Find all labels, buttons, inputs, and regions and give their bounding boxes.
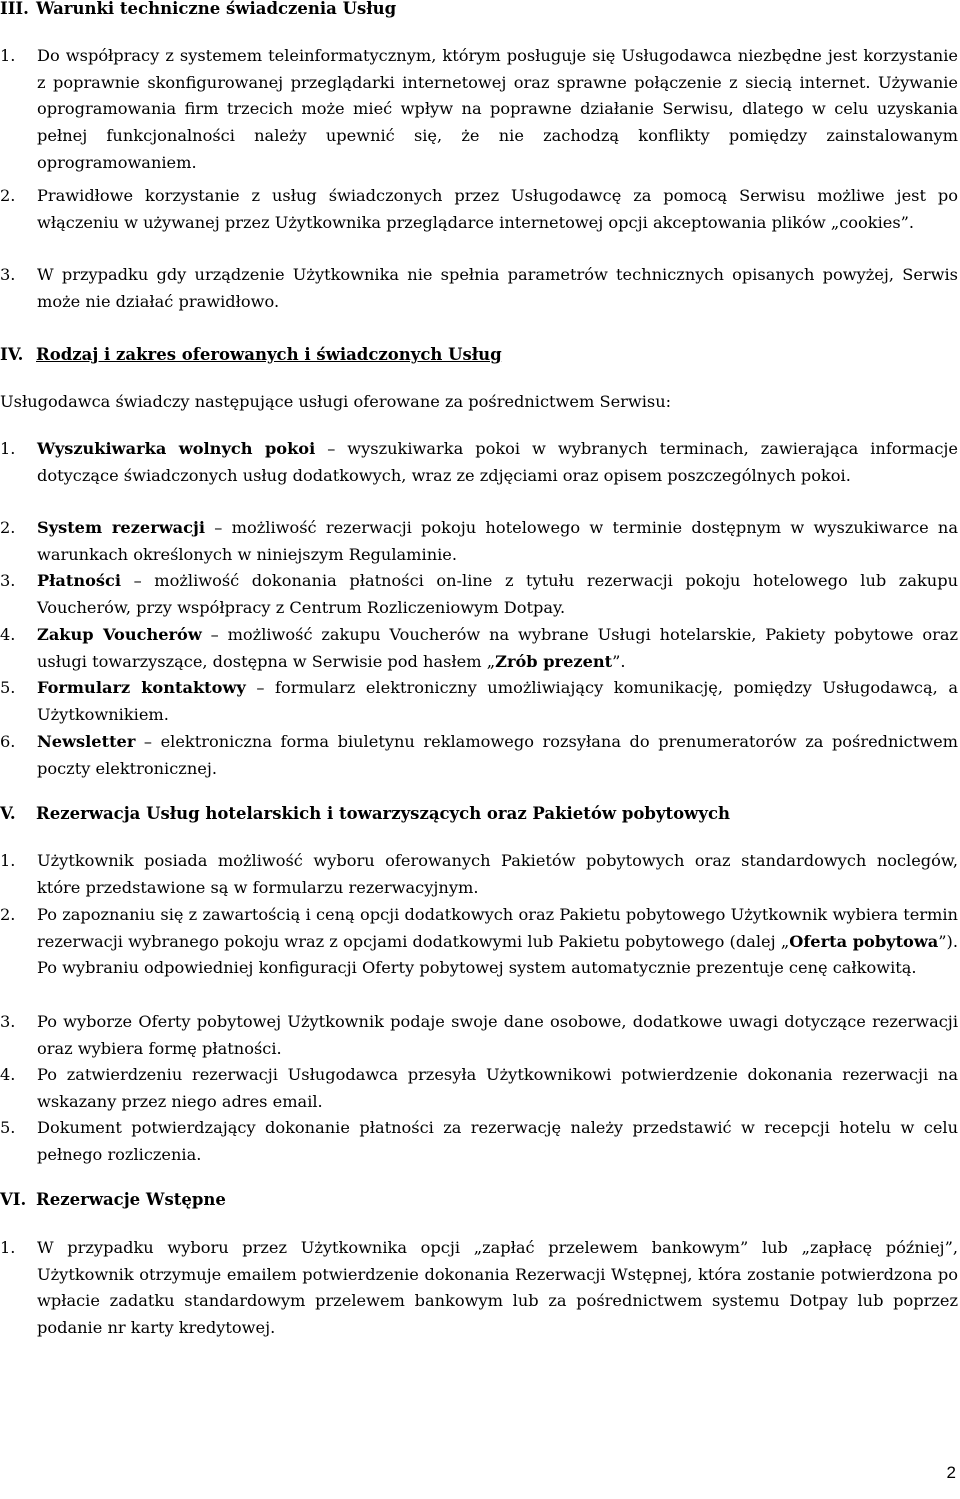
section-vi-item-1: 1. W przypadku wyboru przez Użytkownika opcji „zapłać przelewem bankowym” lub „zapłacę później”, Użytkownik otrzymuje emailem potwierdzenie dokonania Rezerwacji Wstępnej, która zostanie potwierdzona po wpłacie zadatku standardowym przelewem bankowym lub za pośrednictwem systemu Dotpay lub poprzez podanie nr karty kredytowej.: [0, 1238, 958, 1338]
section-iv-item-1: 1. Wyszukiwarka wolnych pokoi – wyszukiwarka pokoi w wybranych terminach, zawierająca informacje dotyczące świadczonych usług dodatkowych, wraz ze zdjęciami oraz opisem poszczególnych pokoi.: [0, 439, 959, 485]
section-iv-item-5: 5. Formularz kontaktowy – formularz elektroniczny umożliwiający komunikację, pomiędzy Usługodawcą, a Użytkownikiem.: [0, 678, 958, 724]
section-v-item-2: 2. Po zapoznaniu się z zawartością i ceną opcji dodatkowych oraz Pakietu pobytowego Użytkownik wybiera termin rezerwacji wybranego pokoju wraz z opcjami dodatkowymi lub Pakietu pobytowego (dalej „Oferta pobytowa”). Po wybraniu odpowiedniej konfiguracji Oferty pobytowej system automatycznie prezentuje cenę całkowitą.: [0, 905, 959, 978]
section-heading-iii: III. Warunki techniczne świadczenia Usług: [0, 0, 397, 18]
section-iii-item-2: 2. Prawidłowe korzystanie z usług świadczonych przez Usługodawcę za pomocą Serwisu możliwe jest po włączeniu w używanej przez Użytkownika przeglądarce internetowej opcji akceptowania plików „cookies”.: [0, 186, 958, 232]
section-iii-item-3: 3. W przypadku gdy urządzenie Użytkownika nie spełnia parametrów technicznych opisanych powyżej, Serwis może nie działać prawidłowo.: [0, 265, 958, 311]
page-number: 2: [946, 1463, 956, 1482]
section-heading-v: V. Rezerwacja Usług hotelarskich i towarzyszących oraz Pakietów pobytowych: [0, 804, 730, 823]
section-iii-item-1: 1. Do współpracy z systemem teleinformatycznym, którym posługuje się Usługodawca niezbędne jest korzystanie z poprawnie skonfigurowanej przeglądarki internetowej oraz sprawne połączenie z siecią internet. Używanie oprogramowania firm trzecich może mieć wpływ na poprawne działanie Serwisu, dlatego w celu uzyskania pełnej funkcjonalności należy upewnić się, że nie zachodzą konflikty pomiędzy zainstalowanym oprogramowaniem.: [0, 46, 958, 172]
section-v-item-1: 1. Użytkownik posiada możliwość wyboru oferowanych Pakietów pobytowych oraz standardowych noclegów, które przedstawione są w formularzu rezerwacyjnym.: [0, 851, 958, 897]
section-iv-item-3: 3. Płatności – możliwość dokonania płatności on-line z tytułu rezerwacji pokoju hotelowego lub zakupu Voucherów, przy współpracy z Centrum Rozliczeniowym Dotpay.: [0, 571, 958, 617]
section-iv-item-2: 2. System rezerwacji – możliwość rezerwacji pokoju hotelowego w terminie dostępnym w wyszukiwarce na warunkach określonych w niniejszym Regulaminie.: [0, 518, 958, 564]
section-heading-iv: IV. Rodzaj i zakres oferowanych i świadczonych Usług: [0, 345, 502, 364]
section-iv-item-6: 6. Newsletter – elektroniczna forma biuletynu reklamowego rozsyłana do prenumeratorów za pośrednictwem poczty elektronicznej.: [0, 732, 958, 778]
section-v-item-3: 3. Po wyborze Oferty pobytowej Użytkownik podaje swoje dane osobowe, dodatkowe uwagi dotyczące rezerwacji oraz wybiera formę płatności.: [0, 1012, 958, 1058]
section-v-item-4: 4. Po zatwierdzeniu rezerwacji Usługodawca przesyła Użytkownikowi potwierdzenie dokonania rezerwacji na wskazany przez niego adres email.: [0, 1065, 958, 1111]
section-iv-item-4: 4. Zakup Voucherów – możliwość zakupu Voucherów na wybrane Usługi hotelarskie, Pakiety pobytowe oraz usługi towarzyszące, dostępna w Serwisie pod hasłem „Zrób prezent”.: [0, 625, 958, 671]
section-iv-intro: Usługodawca świadczy następujące usługi oferowane za pośrednictwem Serwisu:: [0, 392, 672, 411]
section-v-item-5: 5. Dokument potwierdzający dokonanie płatności za rezerwację należy przedstawić w recepcji hotelu w celu pełnego rozliczenia.: [0, 1118, 958, 1164]
section-heading-vi: VI. Rezerwacje Wstępne: [0, 1190, 226, 1209]
